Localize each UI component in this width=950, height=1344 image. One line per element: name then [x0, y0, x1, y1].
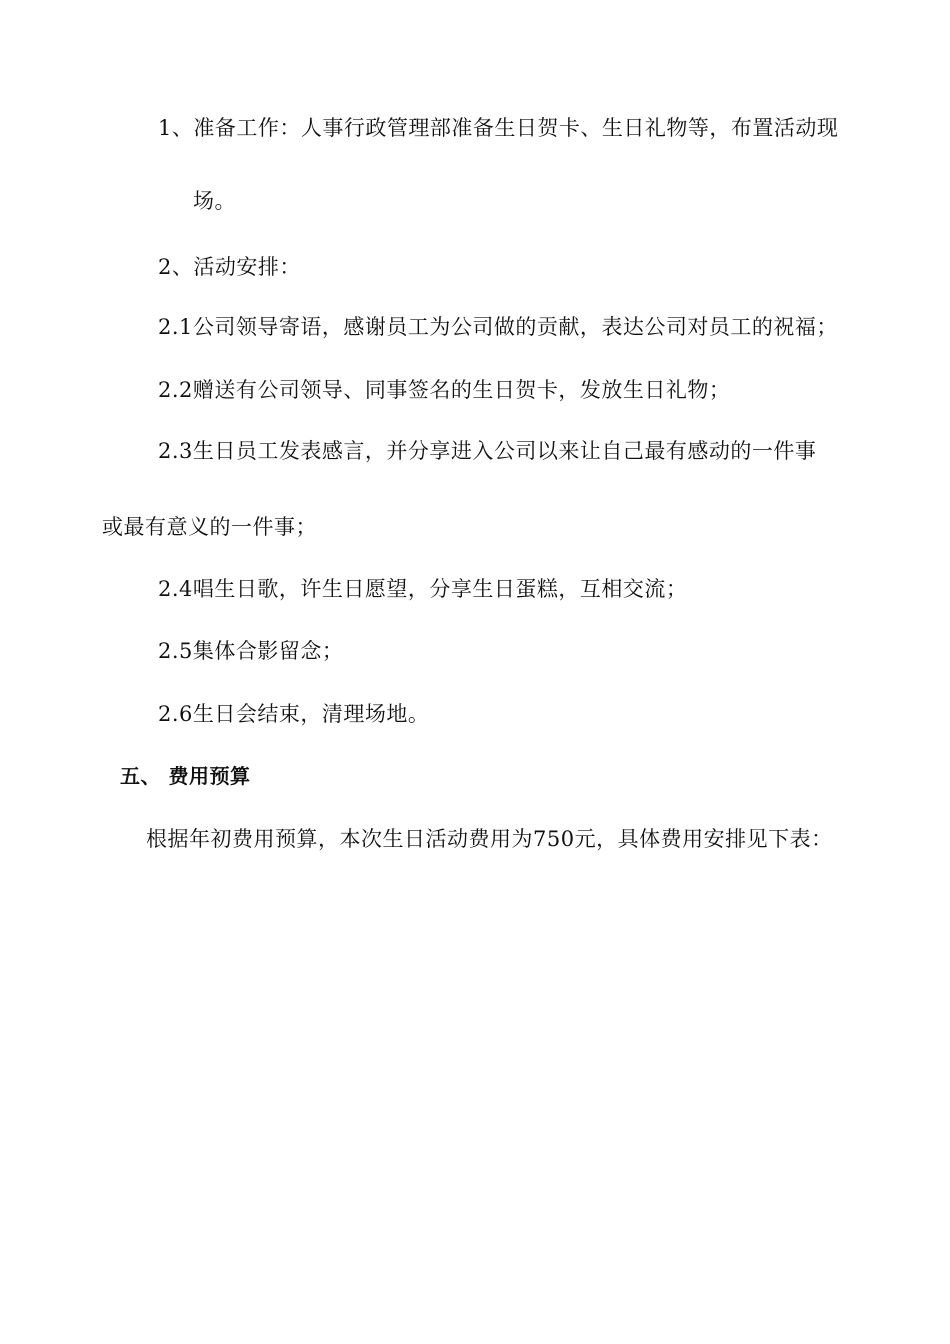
step-activity-heading: 2、活动安排： — [158, 255, 301, 279]
step-prepare-line1: 1、准备工作：人事行政管理部准备生日贺卡、生日礼物等，布置活动现 — [158, 116, 839, 140]
activity-item-2-2: 2.2赠送有公司领导、同事签名的生日贺卡，发放生日礼物； — [158, 378, 731, 402]
activity-item-2-5: 2.5集体合影留念； — [158, 639, 344, 663]
activity-item-2-1: 2.1公司领导寄语，感谢员工为公司做的贡献，表达公司对员工的祝福； — [158, 315, 838, 339]
activity-item-2-3-line1: 2.3生日员工发表感言，并分享进入公司以来让自己最有感动的一件事 — [158, 439, 817, 463]
activity-item-2-4: 2.4唱生日歌，许生日愿望，分享生日蛋糕，互相交流； — [158, 577, 688, 601]
activity-item-2-6: 2.6生日会结束，清理场地。 — [158, 702, 430, 726]
budget-paragraph: 根据年初费用预算，本次生日活动费用为750元，具体费用安排见下表： — [146, 827, 833, 851]
section-heading-budget: 五、 费用预算 — [120, 764, 251, 788]
activity-item-2-3-line2: 或最有意义的一件事； — [102, 515, 317, 539]
step-prepare-line2: 场。 — [193, 189, 236, 213]
